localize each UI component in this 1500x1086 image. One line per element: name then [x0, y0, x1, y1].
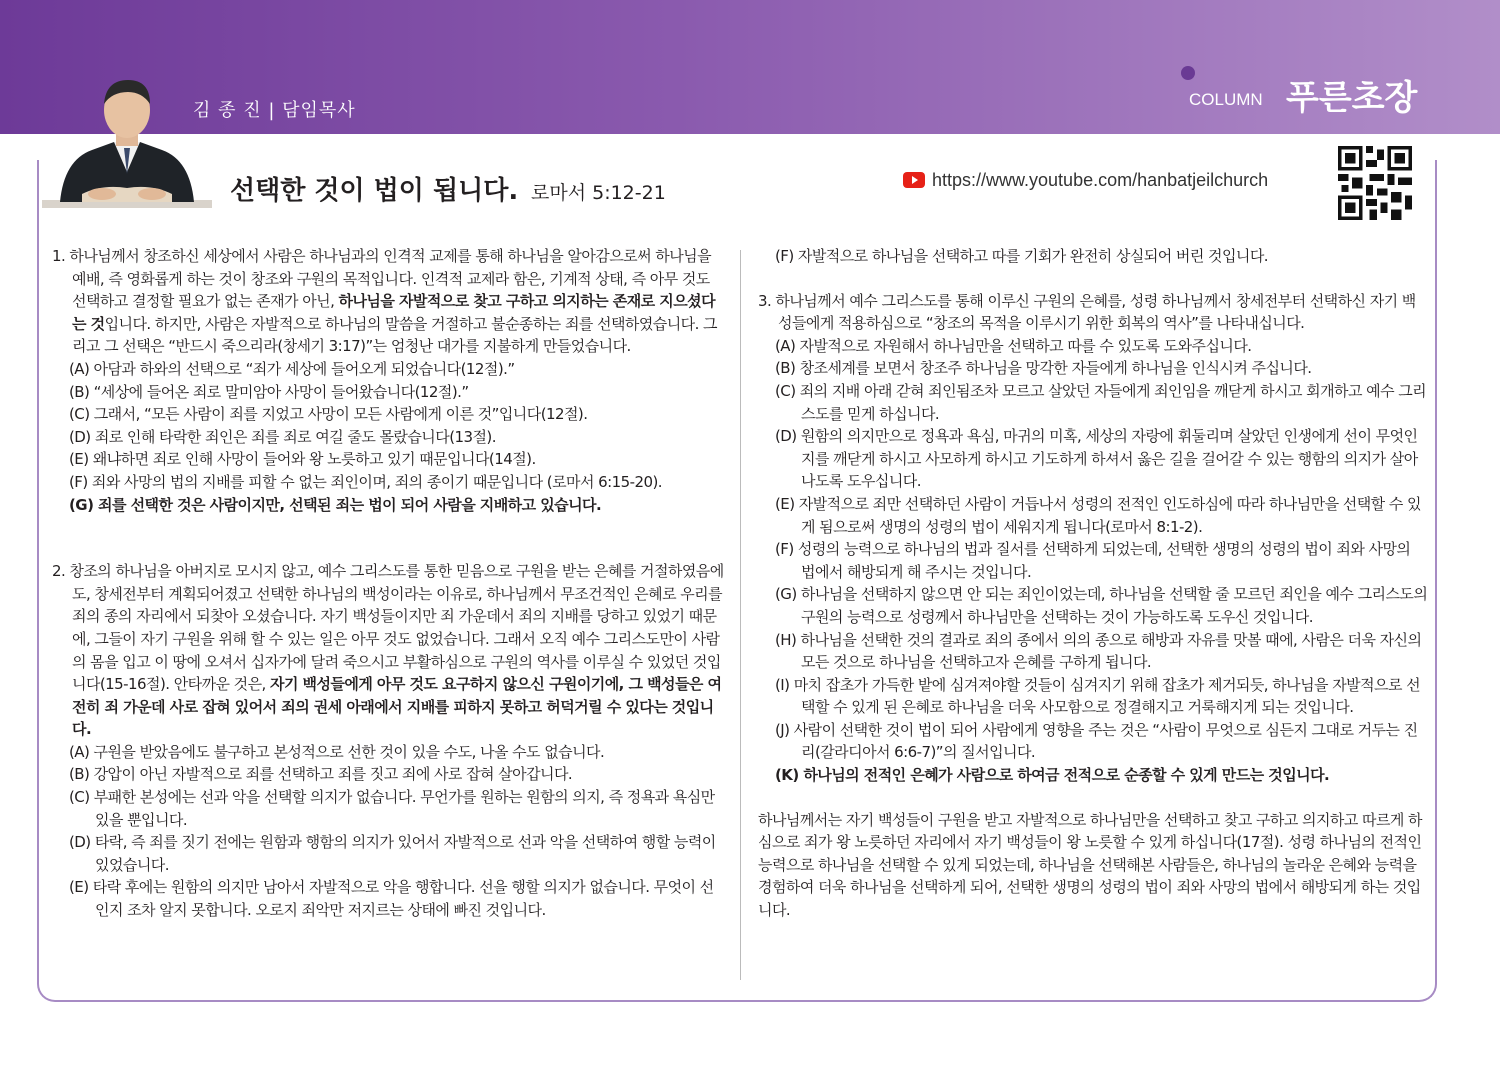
list-item: (B) “세상에 들어온 죄로 말미암아 사망이 들어왔습니다(12절).”: [69, 382, 469, 401]
list-item: (F) 성령의 능력으로 하나님의 법과 질서를 선택하게 되었는데, 선택한 생명의 성령의 법이 죄와 사망의 법에서 해방되게 해 주시는 것입니다.: [775, 540, 1411, 581]
list-item: (F) 죄와 사망의 법의 지배를 피할 수 없는 죄인이며, 죄의 종이기 때문입니다 (로마서 6:15-20).: [69, 472, 662, 491]
section-2-intro: 2. 창조의 하나님을 아버지로 모시지 않고, 예수 그리스도를 통한 믿음으로 구원을 받는 은혜를 거절하였음에도, 창세전부터 계획되어졌고 선택한 하나님의 백성이라는 이유로, 하나님께서 무조건적인 은혜로 우리를 죄의 종의 자리에서 되찾아 오셨습니다. 자기 백성들이지만 죄 가운데서 죄의 지배를 당하고 있었기 때문에, 그들이 자기 구원을 위해 할 수 있는 일은 아무 것도 없었습니다. 그래서 오직 예수 그리스도만이 사람의 몸을 입고 이 땅에 오셔서 십자가에 달려 죽으시고 부활하심으로 구원의 역사를 이루실 수 있었던 것입니다(15-16절). 안타까운 것은, 자기 백성들에게 아무 것도 요구하지 않으신 구원이기에, 그 백성들은 여전히 죄 가운데 사로 잡혀 있어서 죄의 권세 아래에서 지배를 피하지 못하고 허덕거릴 수 있다는 것입니다.: [52, 562, 724, 739]
list-item: (A) 구원을 받았음에도 불구하고 본성적으로 선한 것이 있을 수도, 나올 수도 없습니다.: [69, 742, 605, 761]
youtube-icon[interactable]: [903, 171, 925, 189]
column-divider: [740, 250, 741, 980]
section-3-intro: 3. 하나님께서 예수 그리스도를 통해 이루신 구원의 은혜를, 성령 하나님께서 창세전부터 선택하신 자기 백성들에게 적용하심으로 “창조의 목적을 이루시기 위한 회복의 역사”를 나타내십니다.: [758, 291, 1416, 333]
column-name: 푸른초장: [1286, 78, 1418, 118]
list-item: (F) 자발적으로 하나님을 선택하고 따를 기회가 완전히 상실되어 버린 것입니다.: [775, 247, 1269, 265]
list-item: (E) 타락 후에는 원함의 의지만 남아서 자발적으로 악을 행합니다. 선을 행할 의지가 없습니다. 무엇이 선인지 조차 알지 못합니다. 오로지 죄악만 저지르는 상태에 빠진 것입니다.: [69, 878, 714, 920]
list-item: (E) 자발적으로 죄만 선택하던 사람이 거듭나서 성령의 전적인 인도하심에 따라 하나님만을 선택할 수 있게 됨으로써 생명의 성령의 법이 세워지게 됩니다(로마서 8:1-2).: [775, 494, 1421, 536]
list-item: (C) 그래서, “모든 사람이 죄를 지었고 사망이 모든 사람에게 이른 것”입니다(12절).: [69, 405, 588, 424]
qr-code-icon: [1338, 146, 1412, 220]
section-2-emphasis: 자기 백성들에게 아무 것도 요구하지 않으신 구원이기에, 그 백성들은 여전히 죄 가운데 사로 잡혀 있어서 죄의 권세 아래에서 지배를 피하지 못하고 허덕거릴 수 있다는 것입니다.: [72, 675, 722, 739]
list-item: (C) 부패한 본성에는 선과 악을 선택할 의지가 없습니다. 무언가를 원하는 원함의 의지, 즉 정욕과 욕심만 있을 뿐입니다.: [69, 788, 715, 829]
list-item: (C) 죄의 지배 아래 갇혀 죄인됨조차 모르고 살았던 자들에게 죄인임을 깨닫게 하시고 회개하고 예수 그리스도를 믿게 하십니다.: [775, 381, 1427, 423]
section-3-conclusion: (K) 하나님의 전적인 은혜가 사람으로 하여금 전적으로 순종할 수 있게 만드는 것입니다.: [775, 766, 1330, 785]
list-item: (B) 강압이 아닌 자발적으로 죄를 선택하고 죄를 짓고 죄에 사로 잡혀 살아갑니다.: [69, 765, 573, 784]
column-dot-icon: [1181, 66, 1195, 80]
right-column: [758, 245, 1428, 922]
section-1-emphasis: 하나님을 자발적으로 찾고 구하고 의지하는 존재로 지으셨다는 것: [72, 292, 716, 333]
list-item: (D) 타락, 즉 죄를 짓기 전에는 원함과 행함의 의지가 있어서 자발적으로 선과 악을 선택하여 행할 능력이 있었습니다.: [69, 833, 716, 874]
pastor-portrait: [42, 62, 212, 220]
author-label: 김 종 진 | 담임목사: [193, 100, 356, 121]
section-1-conclusion: (G) 죄를 선택한 것은 사람이지만, 선택된 죄는 법이 되어 사람을 지배하고 있습니다.: [69, 495, 602, 514]
list-item: (G) 하나님을 선택하지 않으면 안 되는 죄인이었는데, 하나님을 선택할 줄 모르던 죄인을 예수 그리스도의 구원의 능력으로 성령께서 하나님만을 선택하는 것이 가능하도록 도우신 것입니다.: [775, 585, 1428, 626]
list-item: (B) 창조세계를 보면서 창조주 하나님을 망각한 자들에게 하나님을 인식시켜 주십니다.: [775, 359, 1312, 378]
list-item: (A) 아담과 하와의 선택으로 “죄가 세상에 들어오게 되었습니다(12절).”: [69, 359, 515, 378]
youtube-link[interactable]: https://www.youtube.com/hanbatjeilchurch: [932, 170, 1269, 190]
closing-paragraph: 하나님께서는 자기 백성들이 구원을 받고 자발적으로 하나님만을 선택하고 찾고 구하고 의지하고 따르게 하심으로 죄가 왕 노릇하던 자리에서 자기 백성들이 왕 노릇할 수 있게 하십니다(17절). 성령 하나님의 전적인 능력으로 하나님을 선택할 수 있게 되었는데, 하나님을 선택해본 사람들은, 하나님의 놀라운 은혜와 능력을 경험하여 더욱 하나님을 선택하게 되어, 선택한 생명의 성령의 법이 죄와 사망의 법에서 해방되게 하는 것입니다.: [758, 810, 1422, 920]
left-column: [52, 245, 724, 922]
list-item: (A) 자발적으로 자원해서 하나님만을 선택하고 따를 수 있도록 도와주십니다.: [775, 336, 1252, 355]
list-item: (J) 사람이 선택한 것이 법이 되어 사람에게 영향을 주는 것은 “사람이 무엇으로 심든지 그대로 거두는 진리(갈라디아서 6:6-7)”의 질서입니다.: [775, 720, 1418, 762]
list-item: (D) 죄로 인해 타락한 죄인은 죄를 죄로 여길 줄도 몰랐습니다(13절).: [69, 427, 496, 446]
scripture-reference: 로마서 5:12-21: [531, 182, 666, 204]
list-item: (I) 마치 잡초가 가득한 밭에 심겨져야할 것들이 심겨지기 위해 잡초가 제거되듯, 하나님을 자발적으로 선택할 수 있게 된 은혜로 하나님을 더욱 사모함으로 정결해지고 거룩해지게 되는 것입니다.: [775, 675, 1421, 717]
list-item: (H) 하나님을 선택한 것의 결과로 죄의 종에서 의의 종으로 해방과 자유를 맛볼 때에, 사람은 더욱 자신의 모든 것으로 하나님을 선택하고자 은혜를 구하게 됩니다.: [775, 630, 1422, 672]
page-title: 선택한 것이 법이 됩니다.: [230, 176, 519, 206]
list-item: (D) 원함의 의지만으로 정욕과 욕심, 마귀의 미혹, 세상의 자랑에 휘둘리며 살았던 인생에게 선이 무엇인지를 깨닫게 하시고 사모하게 하시고 기도하게 하셔서 옳은 길을 걸어갈 수 있는 행함의 의지가 살아나도록 도우십니다.: [775, 427, 1418, 491]
list-item: (E) 왜냐하면 죄로 인해 사망이 들어와 왕 노릇하고 있기 때문입니다(14절).: [69, 450, 536, 469]
section-1-intro: 1. 하나님께서 창조하신 세상에서 사람은 하나님과의 인격적 교제를 통해 하나님을 알아감으로써 하나님을 예배, 즉 영화롭게 하는 것이 창조와 구원의 목적입니다. 인격적 교제라 함은, 기계적 상태, 즉 아무 것도 선택하고 결정할 필요가 없는 존재가 아닌, 하나님을 자발적으로 찾고 구하고 의지하는 존재로 지으셨다는 것입니다. 하지만, 사람은 자발적으로 하나님의 말씀을 거절하고 불순종하는 죄를 선택하였습니다. 그리고 그 선택은 “반드시 죽으리라(창세기 3:17)”는 엄청난 대가를 지불하게 만들었습니다.: [52, 247, 718, 356]
column-label: COLUMN: [1189, 90, 1263, 109]
